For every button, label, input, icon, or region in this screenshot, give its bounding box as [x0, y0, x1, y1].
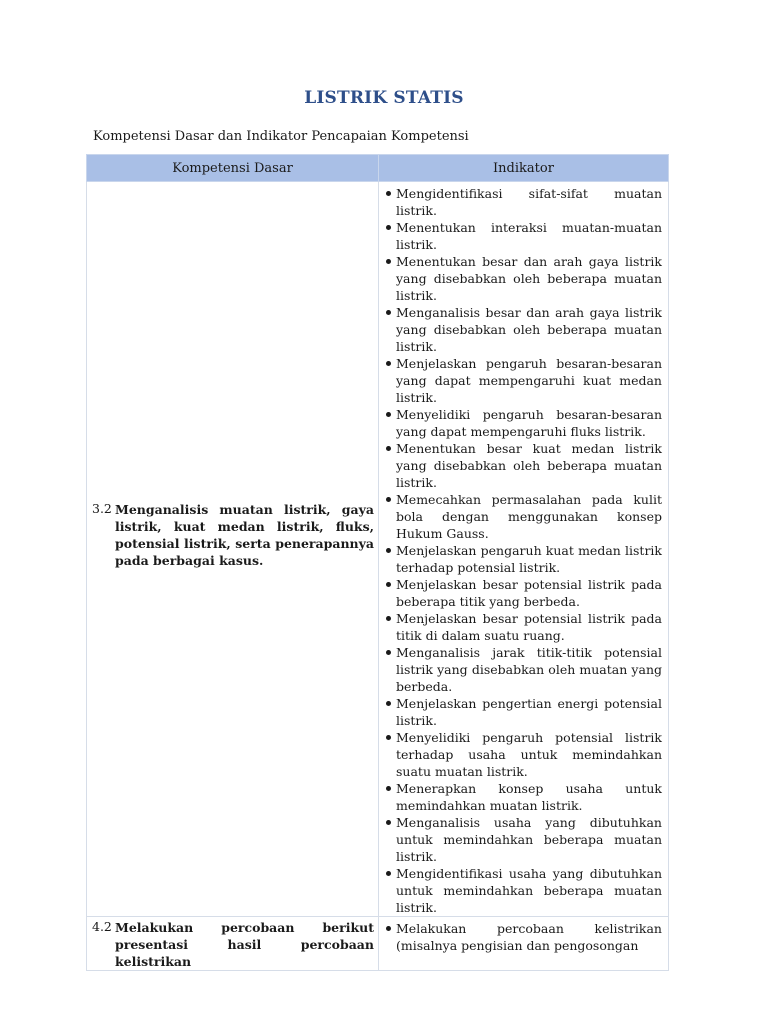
indikator-item: Menjelaskan pengaruh kuat medan listrik terhadap potensial listrik.	[385, 542, 662, 576]
document-title: LISTRIK STATIS	[304, 88, 464, 108]
indikator-item: Memecahkan permasalahan pada kulit bola dengan menggunakan konsep Hukum Gauss.	[385, 491, 662, 542]
header-indikator: Indikator	[379, 155, 669, 182]
indikator-item: Menentukan besar kuat medan listrik yang disebabkan oleh beberapa muatan listrik.	[385, 440, 662, 491]
indikator-item: Mengidentifikasi sifat-sifat muatan listrik.	[385, 185, 662, 219]
indikator-list	[379, 182, 668, 916]
kompetensi-cell	[87, 182, 379, 917]
indikator-cell	[379, 182, 669, 917]
kompetensi-text: Melakukan percobaan berikut presentasi hasil percobaan kelistrikan	[115, 920, 374, 969]
indikator-list	[379, 917, 668, 954]
indikator-item: Mengidentifikasi usaha yang dibutuhkan untuk memindahkan beberapa muatan listrik.	[385, 865, 662, 916]
indikator-cell	[379, 917, 669, 971]
kompetensi-number: 4.2	[92, 919, 112, 934]
indikator-item: Menjelaskan besar potensial listrik pada beberapa titik yang berbeda.	[385, 576, 662, 610]
indikator-item: Menerapkan konsep usaha untuk memindahkan muatan listrik.	[385, 780, 662, 814]
header-kompetensi-dasar: Kompetensi Dasar	[87, 155, 379, 182]
indikator-item: Menjelaskan pengaruh besaran-besaran yang dapat mempengaruhi kuat medan listrik.	[385, 355, 662, 406]
indikator-item: Menganalisis usaha yang dibutuhkan untuk memindahkan beberapa muatan listrik.	[385, 814, 662, 865]
table-row	[87, 917, 669, 971]
table-row	[87, 182, 669, 917]
indikator-item: Menentukan besar dan arah gaya listrik yang disebabkan oleh beberapa muatan listrik.	[385, 253, 662, 304]
table-header-row	[87, 155, 669, 182]
competency-table	[86, 154, 669, 971]
kompetensi-text: Menganalisis muatan listrik, gaya listrik, kuat medan listrik, fluks, potensial listrik, serta penerapannya pada berbagai kasus.	[115, 502, 374, 568]
kompetensi-cell	[87, 917, 379, 971]
document-subtitle: Kompetensi Dasar dan Indikator Pencapaian Kompetensi	[93, 129, 469, 144]
indikator-item: Menentukan interaksi muatan-muatan listrik.	[385, 219, 662, 253]
indikator-item: Menganalisis besar dan arah gaya listrik yang disebabkan oleh beberapa muatan listrik.	[385, 304, 662, 355]
indikator-item: Menjelaskan besar potensial listrik pada titik di dalam suatu ruang.	[385, 610, 662, 644]
indikator-item: Melakukan percobaan kelistrikan (misalnya pengisian dan pengosongan	[385, 920, 662, 954]
indikator-item: Menganalisis jarak titik-titik potensial listrik yang disebabkan oleh muatan yang berbeda.	[385, 644, 662, 695]
indikator-item: Menyelidiki pengaruh potensial listrik terhadap usaha untuk memindahkan suatu muatan listrik.	[385, 729, 662, 780]
indikator-item: Menjelaskan pengertian energi potensial listrik.	[385, 695, 662, 729]
kompetensi-number: 3.2	[92, 501, 112, 516]
indikator-item: Menyelidiki pengaruh besaran-besaran yang dapat mempengaruhi fluks listrik.	[385, 406, 662, 440]
